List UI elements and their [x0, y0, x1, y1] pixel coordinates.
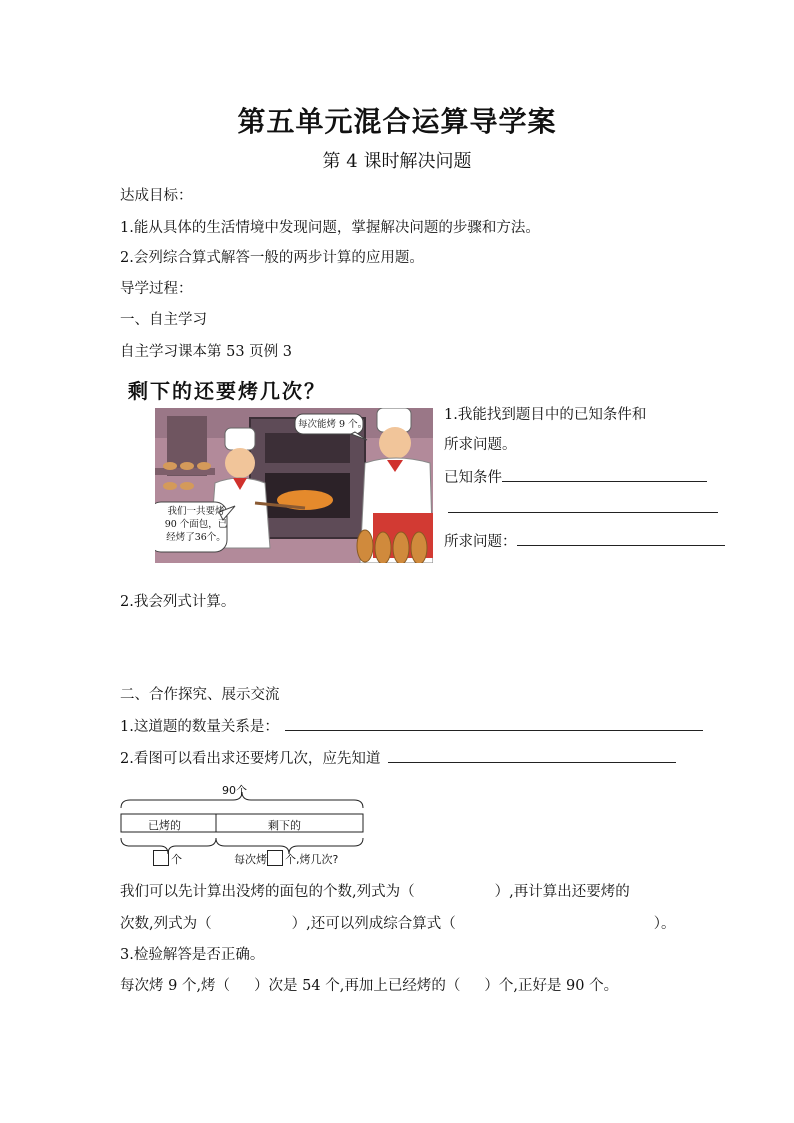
bubble-left-text: [158, 505, 234, 544]
check-a: 每次烤 9 个,烤（: [120, 978, 231, 994]
fill-p2-a: 次数,列式为（: [120, 916, 212, 932]
diagram-baked: 已烤的: [148, 819, 181, 832]
first-know-blank[interactable]: [388, 748, 676, 763]
known-blank[interactable]: [502, 467, 707, 482]
diagram-total: 90个: [222, 784, 247, 797]
diagram-each-suffix: 个,烤几次?: [285, 853, 339, 866]
fill-line-1: [120, 882, 630, 902]
diagram-each: [234, 850, 338, 867]
process-heading: 导学过程：: [120, 281, 193, 297]
diagram-baked-count: [153, 850, 182, 867]
asked-blank[interactable]: [517, 531, 725, 546]
fill-p2-c: ）。: [653, 916, 676, 932]
check-b: ）次是 54 个,再加上已经烤的（: [254, 978, 461, 994]
q1-line-2: 所求问题。: [444, 437, 517, 453]
check-c: ）个,正好是 90 个。: [484, 978, 619, 994]
section1-intro: 自主学习课本第 53 页例 3: [120, 344, 293, 360]
section2-item-2: [120, 748, 676, 769]
bubble-left-line-1: 我们一共要烤: [167, 506, 225, 517]
fill-line-2: [120, 914, 675, 934]
diagram-remaining: 剩下的: [268, 819, 301, 832]
fill-p1-a: 我们可以先计算出没烤的面包的个数,列式为（: [120, 884, 415, 900]
section2-item-2-text: 2.看图可以看出求还要烤几次，应先知道: [120, 751, 381, 767]
goals-heading: 达成目标：: [120, 188, 193, 204]
goal-item-1: 1.能从具体的生活情境中发现问题，掌握解决问题的步骤和方法。: [120, 220, 540, 236]
asked-label: 所求问题：: [444, 534, 517, 550]
bubble-left-line-3: 经烤了36个。: [166, 532, 226, 543]
diagram-each-prefix: 每次烤: [234, 853, 267, 866]
known-label: 已知条件: [444, 470, 502, 486]
section2-heading: 二、合作探究、展示交流: [120, 687, 280, 703]
check-line: [120, 976, 618, 996]
known-row: [444, 466, 707, 487]
page-subtitle: 第 4 课时解决问题: [322, 151, 472, 172]
q1-line-1: 1.我能找到题目中的已知条件和: [444, 407, 647, 423]
relation-blank[interactable]: [285, 716, 703, 731]
bubble-right-text: 每次能烤 9 个。: [298, 419, 368, 430]
section2-item-1-text: 1.这道题的数量关系是：: [120, 719, 279, 735]
q2-text: 2.我会列式计算。: [120, 594, 236, 610]
known-blank-2[interactable]: [448, 498, 718, 513]
baked-count-box[interactable]: [153, 850, 169, 866]
asked-row: [444, 530, 725, 551]
section2-item-1: [120, 716, 703, 737]
each-count-box[interactable]: [267, 850, 283, 866]
fill-p1-b: ）,再计算出还要烤的: [494, 884, 630, 900]
known-row-2: [448, 498, 718, 517]
bubble-left-line-2: 90 个面包，已: [164, 519, 228, 530]
check-heading: 3.检验解答是否正确。: [120, 947, 265, 963]
example-title: 剩下的还要烤几次？: [128, 379, 326, 403]
section1-heading: 一、自主学习: [120, 312, 207, 328]
goal-item-2: 2.会列综合算式解答一般的两步计算的应用题。: [120, 250, 424, 266]
page-title: 第五单元混合运算导学案: [237, 105, 557, 138]
diagram-unit: 个: [171, 853, 182, 866]
fill-p2-b: ）,还可以列成综合算式（: [291, 916, 456, 932]
